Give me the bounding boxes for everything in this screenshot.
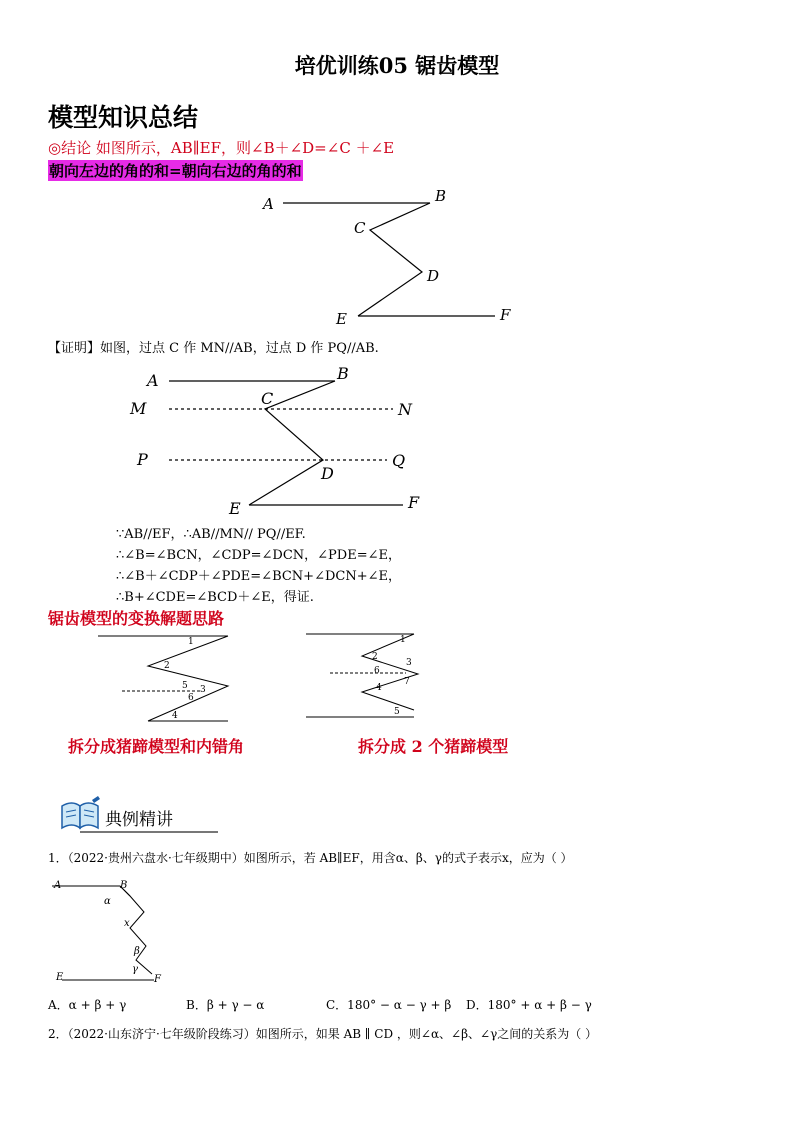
label-d: D (321, 464, 334, 483)
question-1-figure (48, 876, 178, 984)
option-d: D．180° + α + β − γ (466, 998, 592, 1012)
proof-step: ∴B+∠CDE=∠BCD＋∠E，得证. (116, 590, 314, 605)
option-c: C．180° − α − γ + β (326, 998, 452, 1012)
proof-step: ∴∠B＋∠CDP＋∠PDE=∠BCN+∠DCN+∠E， (116, 569, 401, 584)
angle-label: 1 (188, 637, 194, 647)
angle-label: 4 (172, 711, 178, 721)
highlight-rule: 朝向左边的角的和=朝向右边的角的和 (49, 162, 302, 180)
question-2-stem: 2．（2022·山东济宁·七年级阶段练习）如图所示，如果 AB ∥ CD ，则∠α、∠β、∠γ之间的关系为（ ） (48, 1027, 598, 1041)
proof-step: ∴∠B=∠BCN，∠CDP=∠DCN，∠PDE=∠E， (116, 548, 401, 563)
option-b: B．β + γ − α (186, 998, 265, 1012)
figure-transform-right (302, 628, 432, 728)
label-q: Q (392, 451, 406, 470)
caption-right: 拆分成 2 个猪蹄模型 (358, 737, 509, 756)
label-a: A (54, 880, 62, 891)
label-x: x (124, 918, 130, 929)
label-f: F (408, 493, 420, 512)
angle-label: 5 (394, 707, 400, 717)
label-b: B (435, 187, 447, 205)
label-e: E (336, 310, 347, 328)
proof-step: ∵AB//EF，∴AB//MN// PQ//EF. (116, 527, 306, 542)
label-d: D (427, 267, 440, 285)
angle-label: 3 (406, 658, 412, 668)
proof-intro: 【证明】如图，过点 C 作 MN//AB，过点 D 作 PQ//AB. (48, 341, 379, 356)
figure-sawtooth-basic (250, 182, 530, 332)
label-n: N (398, 400, 412, 419)
question-1-stem: 1．（2022·贵州六盘水·七年级期中）如图所示，若 AB∥EF，用含α、β、γ的式子表示x，应为（ ） (48, 851, 573, 865)
angle-label: 2 (372, 652, 378, 662)
example-heading: 典例精讲 (105, 810, 173, 830)
page-title: 培优训练05 锯齿模型 (294, 53, 500, 78)
label-f: F (154, 974, 161, 984)
angle-label: 3 (200, 685, 206, 695)
proof-steps (116, 524, 401, 608)
label-alpha: α (104, 896, 111, 907)
option-a: A．α + β + γ (48, 998, 127, 1012)
angle-label: 2 (164, 661, 170, 671)
angle-label: 5 (182, 681, 188, 691)
section-title: 模型知识总结 (48, 103, 199, 132)
zigzag-bcde (358, 203, 430, 316)
caption-left: 拆分成猪蹄模型和内错角 (68, 737, 245, 756)
angle-label: 7 (404, 677, 410, 687)
label-e: E (229, 499, 241, 518)
label-c: C (261, 389, 274, 408)
figure-proof (125, 362, 435, 518)
conclusion-text: ◎结论 如图所示，AB∥EF，则∠B＋∠D=∠C ＋∠E (48, 139, 395, 157)
angle-label: 6 (188, 693, 194, 703)
angle-label: 4 (376, 683, 382, 693)
label-e: E (56, 972, 64, 983)
transform-heading: 锯齿模型的变换解题思路 (48, 609, 225, 628)
label-beta: β (134, 946, 140, 957)
angle-label: 1 (400, 635, 406, 645)
label-f: F (500, 306, 511, 324)
label-c: C (354, 219, 366, 237)
label-a: A (147, 371, 159, 390)
open-book-icon (58, 796, 102, 832)
label-p: P (137, 450, 148, 469)
label-m: M (130, 399, 147, 418)
angle-label: 6 (374, 666, 380, 676)
label-gamma: γ (132, 964, 138, 975)
figure-transform-left (90, 628, 240, 728)
label-b: B (120, 880, 128, 891)
label-b: B (337, 364, 349, 383)
label-a: A (263, 195, 274, 213)
